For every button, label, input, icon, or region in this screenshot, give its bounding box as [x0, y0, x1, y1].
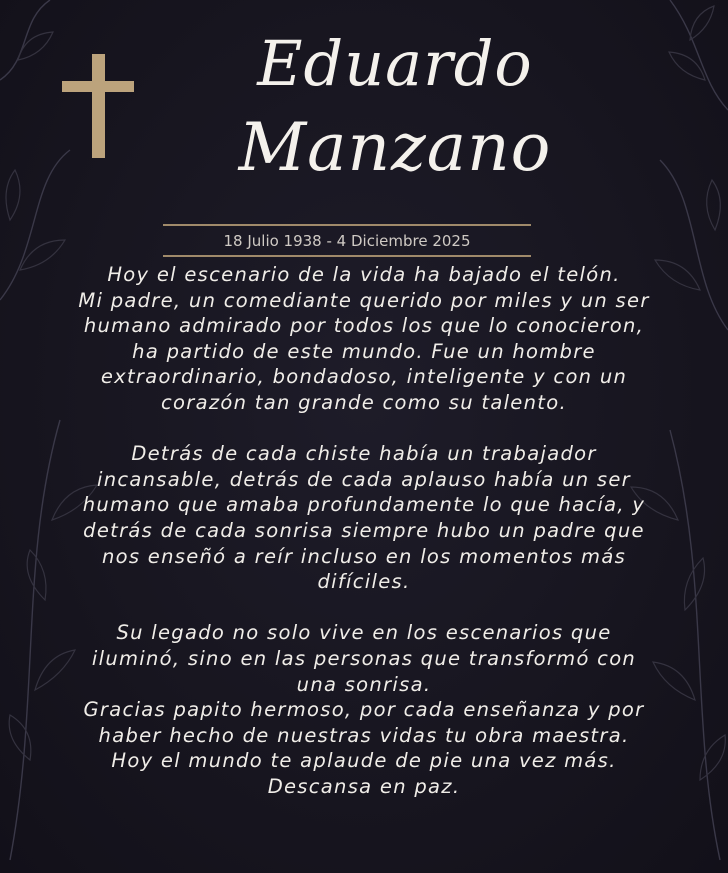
text-line: extraordinario, bondadoso, inteligente y con un — [100, 365, 628, 389]
text-line: difíciles. — [317, 570, 411, 594]
cross-icon — [62, 54, 134, 158]
text-line: detrás de cada sonrisa siempre hubo un padre que — [83, 518, 645, 542]
text-line: Gracias papito hermoso, por cada enseñanza y por — [83, 698, 645, 722]
text-line: haber hecho de nuestras vidas tu obra maestra. — [98, 723, 630, 747]
life-dates: 18 Julio 1938 - 4 Diciembre 2025 — [223, 232, 471, 250]
paragraph-3 — [20, 620, 708, 799]
text-line: nos enseñó a reír incluso en los momentos más — [101, 544, 627, 568]
text-line: incansable, detrás de cada aplauso había un ser — [96, 467, 631, 491]
bottom-divider — [163, 255, 531, 257]
text-line: humano admirado por todos los que lo conocieron, — [83, 314, 645, 338]
text-line: Descansa en paz. — [267, 774, 461, 798]
text-line: ha partido de este mundo. Fue un hombre — [132, 339, 596, 363]
last-name: Manzano — [238, 109, 552, 186]
text-line: Hoy el escenario de la vida ha bajado el telón. — [107, 263, 621, 286]
text-line: una sonrisa. — [296, 672, 432, 696]
text-line: Mi padre, un comediante querido por miles y un ser — [78, 288, 650, 312]
first-name: Eduardo — [257, 27, 533, 100]
text-line: Hoy el mundo te aplaude de pie una vez más. — [111, 749, 617, 773]
text-line: Detrás de cada chiste había un trabajador — [131, 442, 597, 466]
paragraph-2 — [20, 441, 708, 595]
text-line: humano que amaba profundamente lo que hacía, y — [82, 493, 646, 517]
top-divider — [163, 224, 531, 226]
tribute-text — [20, 262, 708, 799]
text-line: Su legado no solo vive en los escenarios que — [116, 621, 612, 645]
text-line: iluminó, sino en las personas que transformó con — [91, 646, 637, 670]
text-line: corazón tan grande como su talento. — [161, 390, 567, 414]
paragraph-1 — [20, 262, 708, 416]
